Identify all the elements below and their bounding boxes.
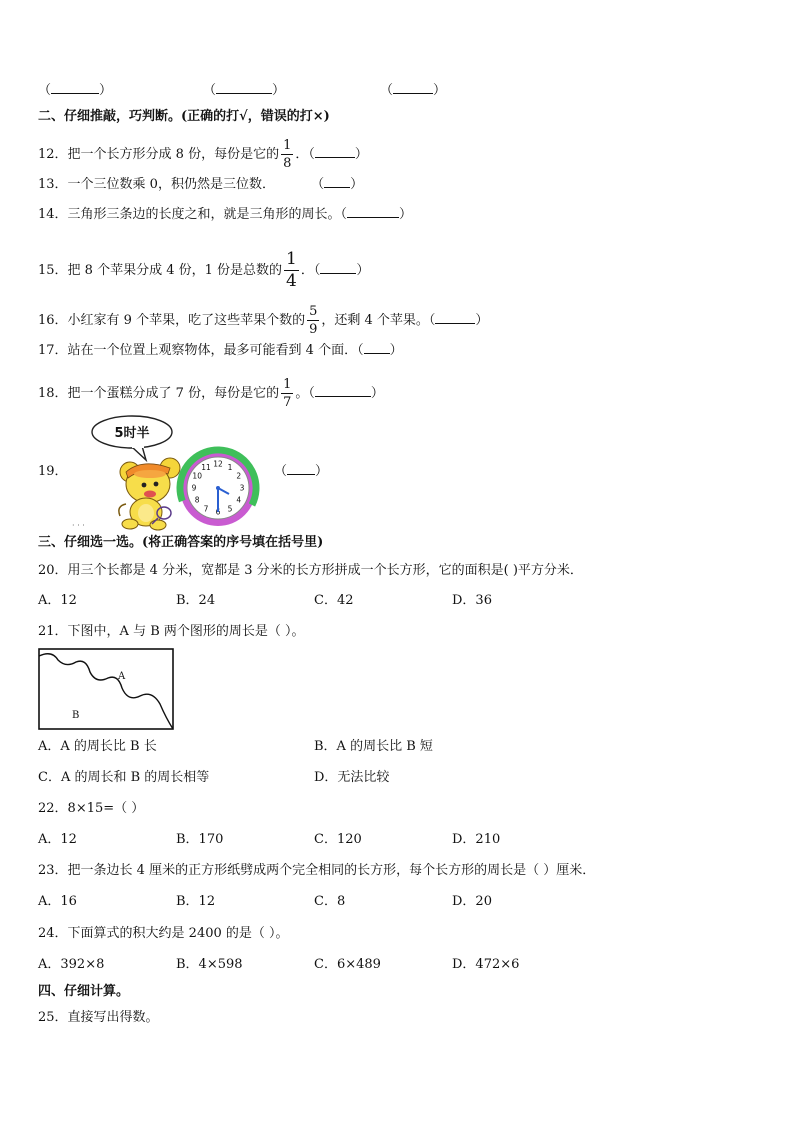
question-19-illustration (72, 410, 282, 530)
question-13 (38, 176, 363, 194)
option-d[interactable]: D．210 (452, 832, 501, 847)
question-17 (38, 342, 403, 360)
question-18 (38, 378, 384, 409)
option-c[interactable]: C．120 (314, 832, 362, 847)
question-23: 23．把一条边长 4 厘米的正方形纸劈成两个完全相同的长方形，每个长方形的周长是（ ）厘米． (38, 863, 596, 878)
answer-blank[interactable] (435, 312, 475, 324)
paren-close: ） (370, 386, 384, 401)
clock-number: 12 (213, 459, 223, 469)
question-text-tail: 。（ (295, 386, 315, 401)
region-b-label: B (72, 710, 80, 721)
question-25: 25．直接写出得数。 (38, 1010, 159, 1025)
answer-blank[interactable] (320, 262, 356, 274)
clock-number: 9 (191, 483, 197, 493)
option-d[interactable]: D．无法比较 (314, 770, 390, 785)
answer-blank[interactable] (347, 206, 399, 218)
question-text-tail: ．（ (300, 263, 321, 278)
option-b[interactable]: B．4×598 (176, 957, 243, 972)
paren-close: ） (272, 83, 286, 98)
option-a[interactable]: A．A 的周长比 B 长 (38, 739, 157, 754)
option-c[interactable]: C．8 (314, 894, 346, 909)
clock-number: 11 (201, 462, 211, 472)
fraction (281, 139, 293, 170)
clock-number: 5 (227, 504, 233, 514)
question-12 (38, 139, 368, 170)
option-b[interactable]: B．12 (176, 894, 216, 909)
cartoon-mouse-icon (119, 458, 180, 530)
paren-close: ） (315, 464, 329, 479)
question-14 (38, 206, 412, 224)
fraction (281, 378, 293, 409)
speech-bubble (92, 416, 172, 460)
denominator: 8 (283, 156, 292, 171)
fraction (307, 305, 319, 336)
answer-blank[interactable] (364, 342, 390, 354)
question-text: 18．把一个蛋糕分成了 7 份，每份是它的 (38, 386, 280, 401)
question-20: 20．用三个长都是 4 分米，宽都是 3 分米的长方形拼成一个长方形，它的面积是( )平方分米． (38, 563, 583, 578)
question-text: 15．把 8 个苹果分成 4 份，1 份是总数的 (38, 263, 283, 278)
paren-open: （ (311, 177, 325, 192)
option-b[interactable]: B．24 (176, 593, 216, 608)
section4-heading: 四、仔细计算。 (38, 984, 130, 999)
option-b[interactable]: B．A 的周长比 B 短 (314, 739, 433, 754)
option-a[interactable]: A．16 (38, 894, 77, 909)
answer-blank[interactable] (393, 82, 433, 94)
top-blank-2[interactable] (203, 82, 285, 100)
paren-close: ） (475, 313, 489, 328)
denominator: 7 (283, 395, 292, 410)
question-24: 24．下面算式的积大约是 2400 的是（ ）。 (38, 926, 289, 941)
clock-number: 6 (215, 507, 221, 517)
clock-number: 4 (236, 495, 242, 505)
option-d[interactable]: D．20 (452, 894, 492, 909)
top-blank-1[interactable] (38, 82, 112, 100)
bubble-text: 5时半 (114, 426, 150, 441)
answer-blank[interactable] (51, 82, 99, 94)
paren-close: ） (99, 83, 113, 98)
answer-blank[interactable] (315, 385, 371, 397)
section2-heading: 二、仔细推敲，巧判断。(正确的打√，错误的打×) (38, 109, 330, 124)
top-blank-3[interactable] (380, 82, 446, 100)
clock-icon (169, 439, 266, 536)
numerator: 1 (283, 377, 292, 392)
answer-blank[interactable] (324, 176, 350, 188)
paren-open: （ (38, 83, 52, 98)
answer-blank[interactable] (216, 82, 272, 94)
question-22: 22．8×15=（ ） (38, 801, 145, 816)
paren-close: ） (350, 177, 364, 192)
question-21-figure (38, 648, 176, 732)
question-text-tail: ，还剩 4 个苹果。（ (321, 313, 436, 328)
paren-open: （ (203, 83, 217, 98)
denominator: 4 (286, 271, 297, 291)
question-19-number: 19． (38, 464, 68, 479)
option-d[interactable]: D．36 (452, 593, 492, 608)
clock-number: 1 (227, 462, 233, 472)
clock-number: 3 (239, 483, 245, 493)
paren-close: ） (354, 147, 368, 162)
option-b[interactable]: B．170 (176, 832, 224, 847)
numerator: 5 (309, 304, 318, 319)
option-c[interactable]: C．42 (314, 593, 354, 608)
clock-number: 7 (203, 504, 209, 514)
fraction (284, 251, 299, 290)
option-a[interactable]: A．392×8 (38, 957, 105, 972)
answer-blank[interactable] (315, 146, 355, 158)
clock-number: 10 (192, 471, 202, 481)
paren-close: ） (356, 263, 370, 278)
question-text-tail: ．（ (295, 147, 315, 162)
option-d[interactable]: D．472×6 (452, 957, 520, 972)
question-text: 12．把一个长方形分成 8 份，每份是它的 (38, 147, 280, 162)
question-text: 13．一个三位数乘 0，积仍然是三位数． (38, 177, 275, 192)
paren-close: ） (399, 207, 413, 222)
clock-number: 8 (194, 495, 200, 505)
paren-open: （ (380, 83, 394, 98)
denominator: 9 (309, 322, 318, 337)
question-21: 21．下图中，A 与 B 两个图形的周长是（ ）。 (38, 624, 305, 639)
question-text: 17．站在一个位置上观察物体，最多可能看到 4 个面．（ (38, 343, 364, 358)
option-a[interactable]: A．12 (38, 593, 77, 608)
clock-number: 2 (236, 471, 242, 481)
question-text: 14．三角形三条边的长度之和，就是三角形的周长。（ (38, 207, 348, 222)
option-c[interactable]: C．A 的周长和 B 的周长相等 (38, 770, 210, 785)
option-c[interactable]: C．6×489 (314, 957, 381, 972)
numerator: 1 (286, 249, 297, 269)
question-19-answer (274, 463, 328, 481)
question-16 (38, 305, 488, 336)
numerator: 1 (283, 138, 292, 153)
paren-close: ） (389, 343, 403, 358)
svg-text:· · ·: · · · (72, 521, 85, 530)
option-a[interactable]: A．12 (38, 832, 77, 847)
answer-blank[interactable] (287, 463, 315, 475)
paren-close: ） (433, 83, 447, 98)
question-text: 16．小红家有 9 个苹果，吃了这些苹果个数的 (38, 313, 306, 328)
question-15 (38, 251, 369, 290)
section3-heading: 三、仔细选一选。(将正确答案的序号填在括号里) (38, 535, 324, 550)
region-a-label: A (118, 671, 126, 682)
paren-open: （ (274, 464, 288, 479)
